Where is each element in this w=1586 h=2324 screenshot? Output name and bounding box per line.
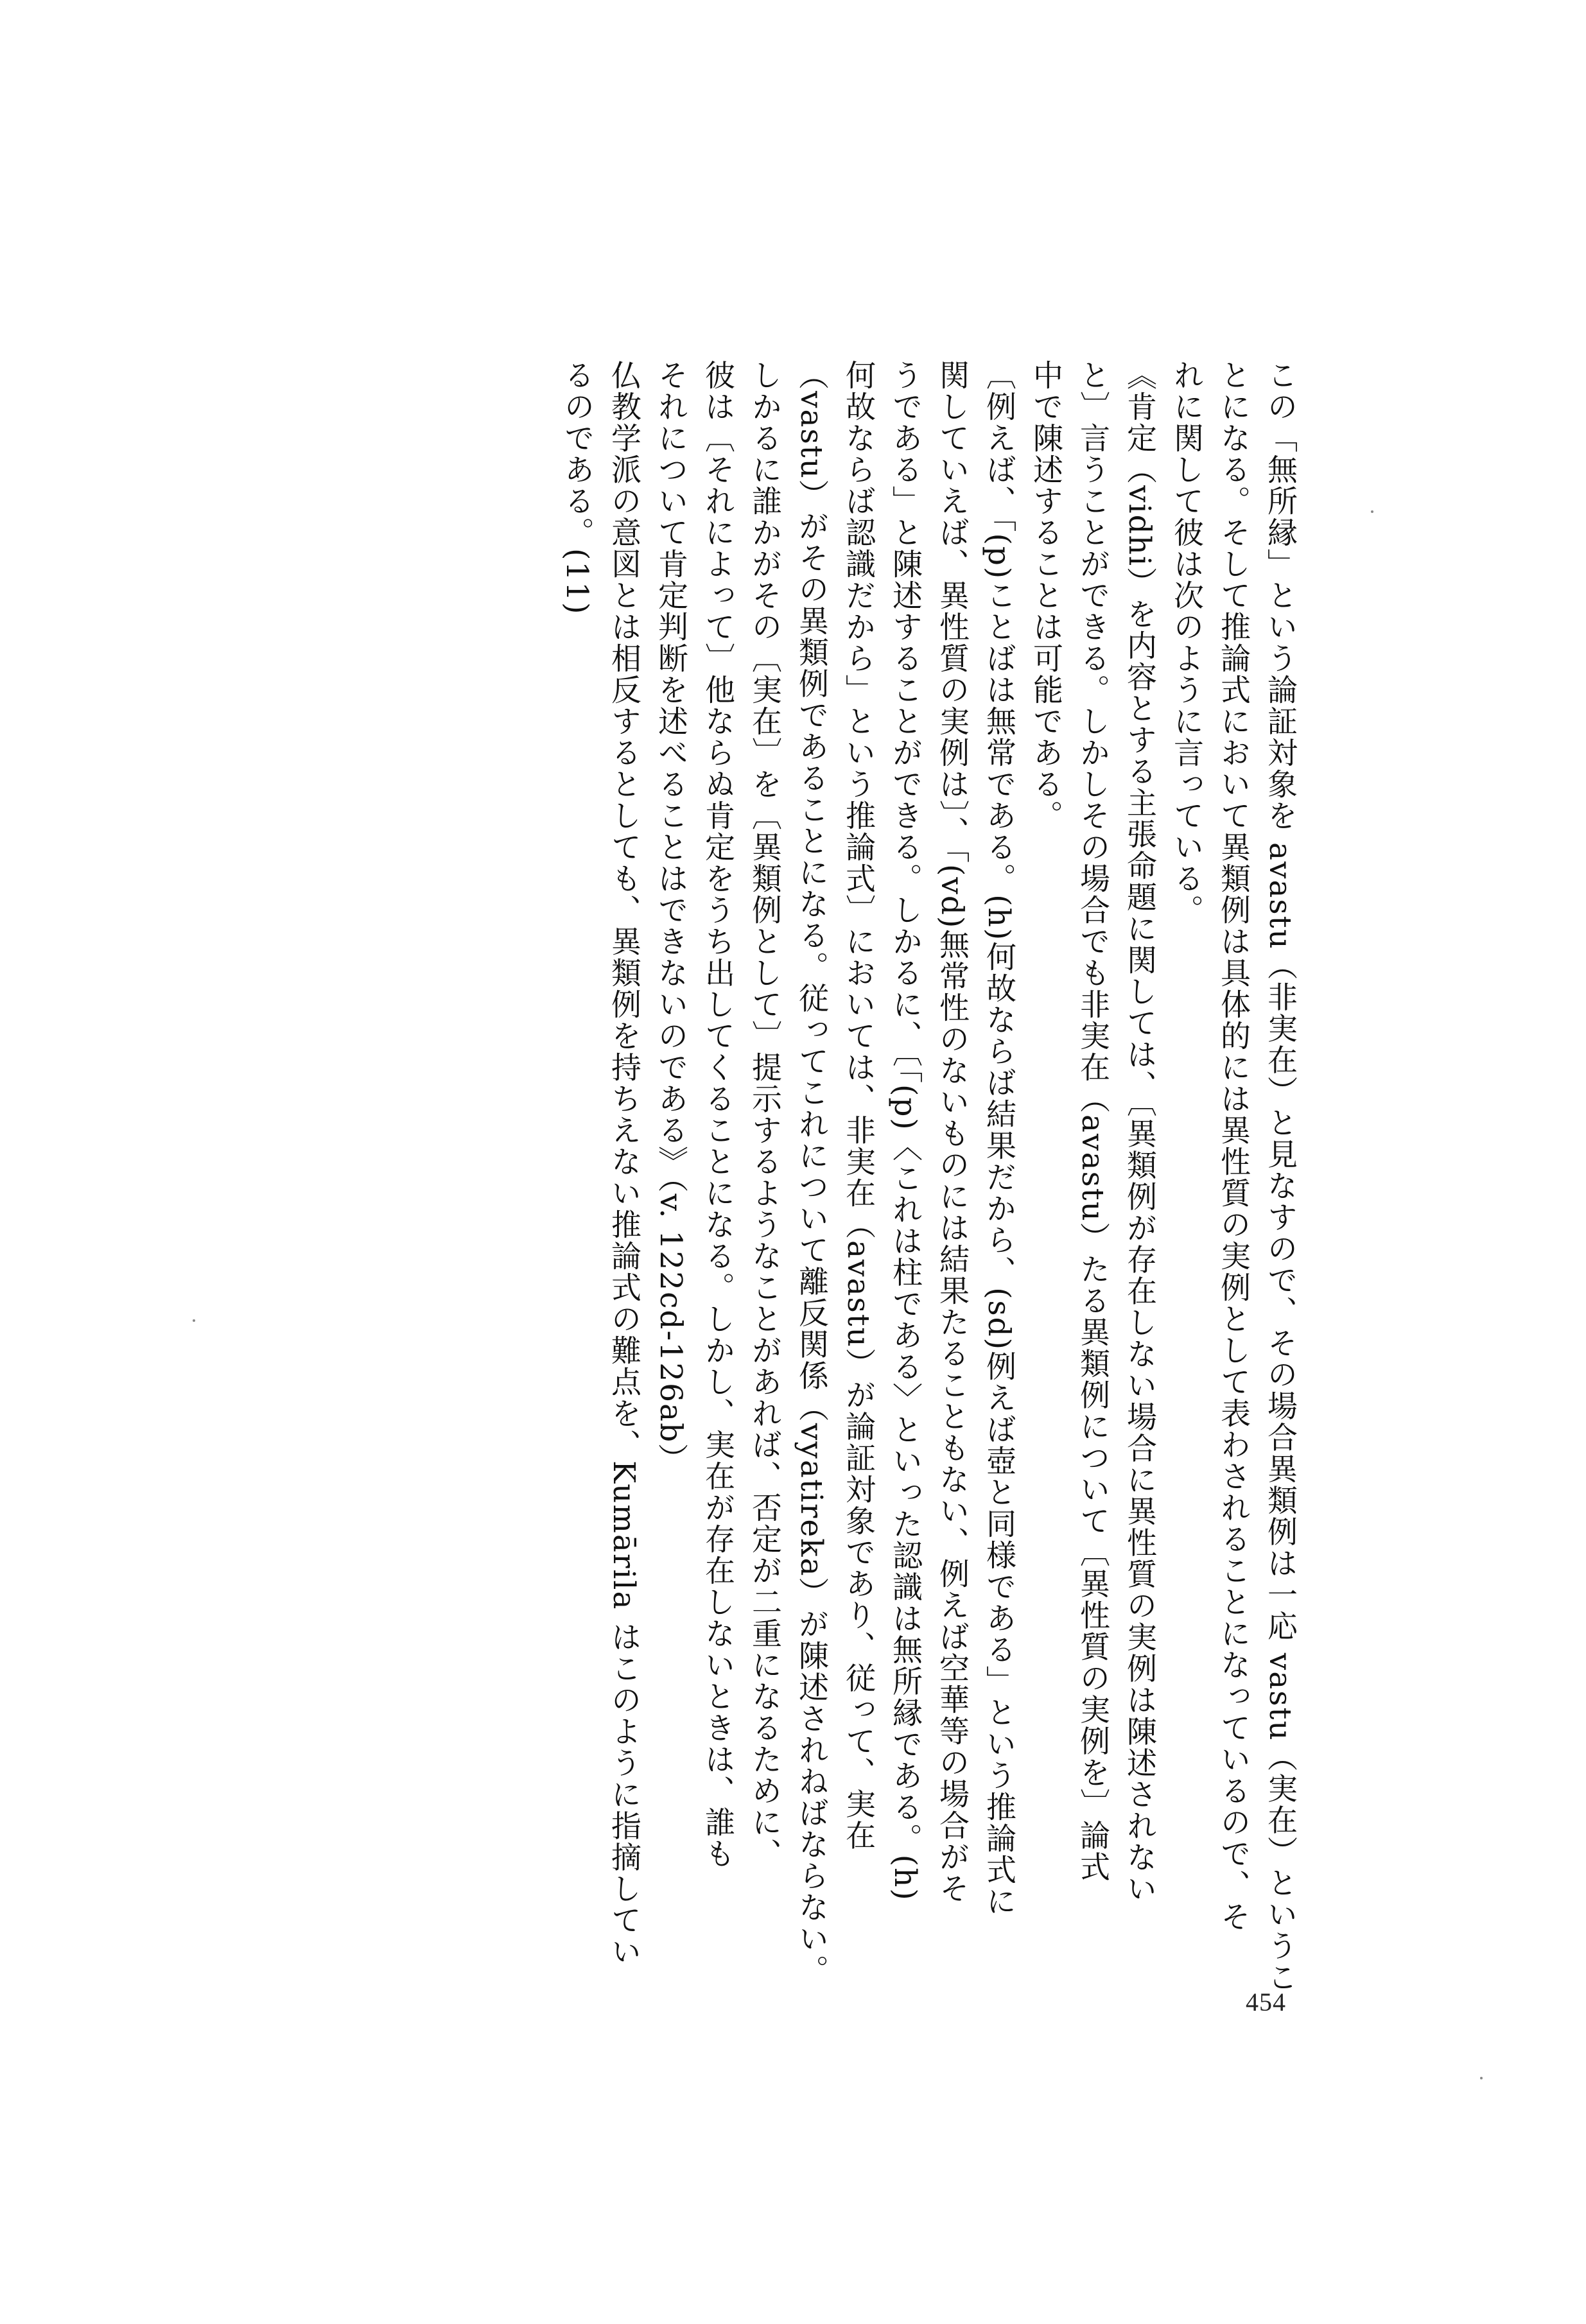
scan-speck xyxy=(193,1319,195,1322)
text-line: （vastu）がその異類例であることになる。従ってこれについて離反関係（vyatireka）が陳述されねばならない。 xyxy=(794,360,829,1986)
text-line: 何故ならば認識だから」という推論式〕においては、非実在（avastu）が論証対象であり、従って、実在 xyxy=(841,360,876,1851)
text-line: れに関して彼は次のように言っている。 xyxy=(1169,360,1204,926)
text-line: この「無所縁」という論証対象を avastu（非実在）と見なすので、その場合異類例は一応 vastu（実在）というこ xyxy=(1262,360,1298,1993)
text-line: 中で陳述することは可能である。 xyxy=(1028,360,1063,831)
text-line: 仏教学派の意図とは相反するとしても、異類例を持ちえない推論式の難点を、Kumārila はこのように指摘してい xyxy=(606,360,641,1968)
text-line: 彼は〔それによって〕他ならぬ肯定をうち出してくることになる。しかし、実在が存在しないときは、誰も xyxy=(700,360,735,1869)
text-line: 〔例えば、「(p)ことばは無常である。(h)何故ならば結果だから、(sd)例えば壺と同様である」という推論式に xyxy=(981,360,1016,1918)
quotation-block xyxy=(647,360,1163,1986)
page-number: 454 xyxy=(1246,1988,1286,2016)
text-line: 《肯定（vidhi）を内容とする主張命題に関しては、〔異類例が存在しない場合に異性質の実例は陳述されない xyxy=(1122,360,1157,1905)
paragraph-2 xyxy=(553,360,647,1968)
text-line: るのである。(11) xyxy=(559,360,595,616)
body-text xyxy=(488,360,1303,1993)
text-line: それについて肯定判断を述べることはできないのである》（v. 122cd-126ab） xyxy=(653,360,688,1475)
text-line: と〕言うことができる。しかしその場合でも非実在（avastu）たる異類例について〔異性質の実例を〕論式 xyxy=(1075,360,1110,1883)
text-line: とになる。そして推論式において異類例は具体的には異性質の実例として表わされることになっているので、そ xyxy=(1216,360,1251,1932)
text-line: うである」と陳述することができる。しかるに、〔「(p)〈これは柱である〉といった認識は無所縁である。(h) xyxy=(887,360,923,1902)
scan-speck xyxy=(1480,2077,1483,2079)
text-line: しかるに誰かがその〔実在〕を〔異類例として〕提示するようなことがあれば、否定が二重になるために、 xyxy=(747,360,782,1869)
paragraph-1 xyxy=(1163,360,1303,1993)
text-line: 関していえば、異性質の実例は〕、「(vd)無常性のないものには結果たることもない、例えば空華等の場合がそ xyxy=(934,360,970,1905)
scan-speck xyxy=(1371,510,1373,513)
